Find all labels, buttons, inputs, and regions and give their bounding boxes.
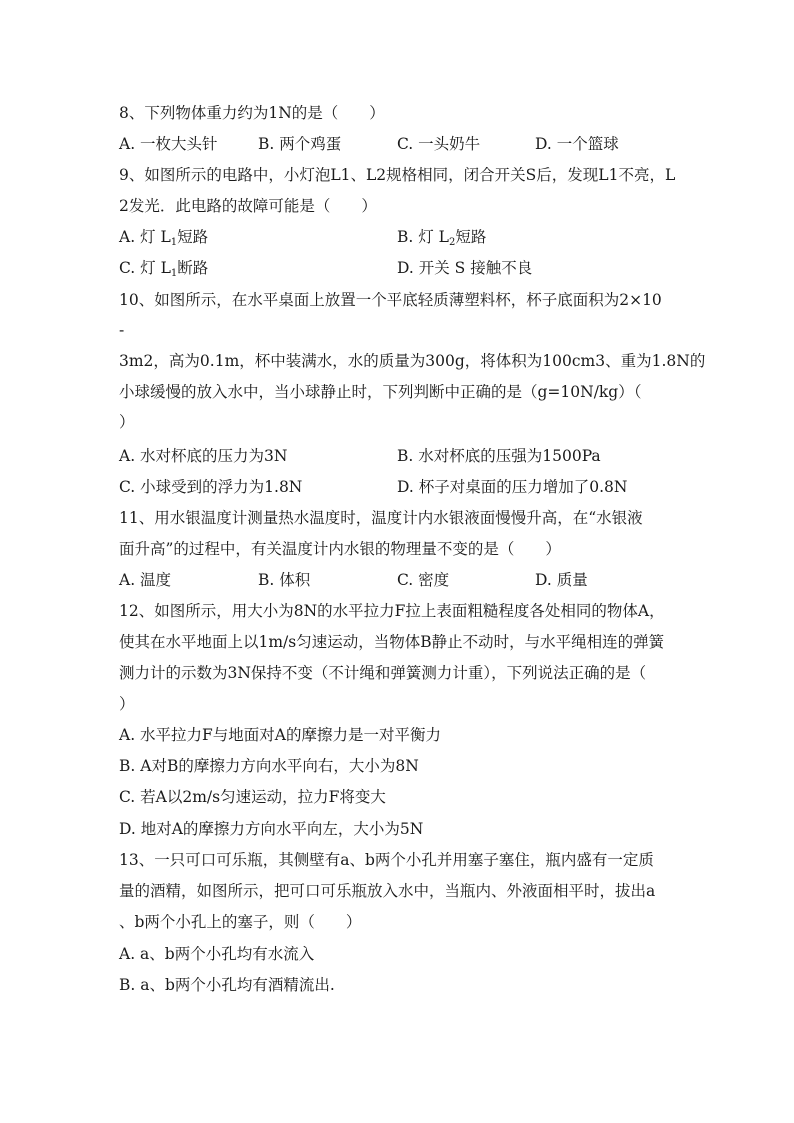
question-8-option-c: C. 一头奶牛 [397, 135, 481, 153]
question-8-stem: 8、下列物体重力约为1N的是（ ） [119, 104, 385, 122]
question-12-stem-line-4: ） [119, 695, 135, 713]
question-10-option-a: A. 水对杯底的压力为3N [119, 447, 288, 465]
question-11-stem-line-1: 11、用水银温度计测量热水温度时，温度计内水银液面慢慢升高，在“水银液 [119, 509, 643, 527]
question-12-option-b: B. A对B的摩擦力方向水平向右，大小为8N [119, 757, 419, 775]
question-10-option-d: D. 杯子对桌面的压力增加了0.8N [397, 478, 628, 496]
question-10-stem-line-5: ） [119, 413, 135, 431]
question-9-option-c: C. 灯 $L_1$断路 [119, 259, 209, 279]
question-11-option-c: C. 密度 [397, 571, 450, 589]
question-13-stem-line-1: 13、一只可口可乐瓶，其侧壁有a、b两个小孔并用塞子塞住，瓶内盛有一定质 [119, 851, 654, 869]
question-11-option-d: D. 质量 [535, 571, 588, 589]
question-12-option-d: D. 地对A的摩擦力方向水平向左，大小为5N [119, 820, 424, 838]
question-13-stem-line-3: 、b两个小孔上的塞子，则（ ） [119, 913, 362, 931]
question-13-stem-line-2: 量的酒精，如图所示，把可口可乐瓶放入水中，当瓶内、外液面相平时，拔出a [119, 882, 656, 900]
question-11-stem-line-2: 面升高”的过程中，有关温度计内水银的物理量不变的是（ ） [119, 540, 561, 558]
question-10-stem-line-2: - [119, 321, 125, 339]
question-10-option-b: B. 水对杯底的压强为1500Pa [397, 447, 601, 465]
question-8-option-d: D. 一个篮球 [535, 135, 619, 153]
question-8-option-b: B. 两个鸡蛋 [258, 135, 342, 153]
question-9-option-a: A. 灯 $L_1$短路 [119, 228, 209, 248]
question-9-option-d: D. 开关 S 接触不良 [397, 259, 533, 277]
question-10-option-c: C. 小球受到的浮力为1.8N [119, 478, 303, 496]
question-11-option-b: B. 体积 [258, 571, 311, 589]
question-8-option-a: A. 一枚大头针 [119, 135, 218, 153]
question-12-stem-line-3: 测力计的示数为3N保持不变（不计绳和弹簧测力计重），下列说法正确的是（ [119, 664, 647, 682]
question-12-stem-line-1: 12、如图所示，用大小为8N的水平拉力F拉上表面粗糙程度各处相同的物体A， [119, 602, 665, 620]
question-9-stem-line-1: 9、如图所示的电路中，小灯泡L1、L2规格相同，闭合开关S后，发现L1不亮，L [119, 166, 676, 184]
question-10-stem-line-4: 小球缓慢的放入水中，当小球静止时，下列判断中正确的是（g=10N/kg）（ [119, 383, 642, 401]
question-13-option-a: A. a、b两个小孔均有水流入 [119, 945, 315, 963]
question-11-option-a: A. 温度 [119, 571, 172, 589]
question-9-option-b: B. 灯 $L_2$短路 [397, 228, 487, 248]
question-10-stem-line-3: 3m2，高为0.1m，杯中装满水，水的质量为300g，将体积为100cm3、重为1.8N的 [119, 352, 706, 370]
question-12-stem-line-2: 使其在水平地面上以1m/s匀速运动，当物体B静止不动时，与水平绳相连的弹簧 [119, 633, 665, 651]
question-9-stem-line-2: 2发光．此电路的故障可能是（ ） [119, 197, 377, 215]
question-12-option-a: A. 水平拉力F与地面对A的摩擦力是一对平衡力 [119, 726, 441, 744]
question-10-stem-line-1: 10、如图所示，在水平桌面上放置一个平底轻质薄塑料杯，杯子底面积为2×10 [119, 291, 662, 309]
question-12-option-c: C. 若A以2m/s匀速运动，拉力F将变大 [119, 788, 386, 806]
question-13-option-b: B. a、b两个小孔均有酒精流出. [119, 976, 335, 994]
